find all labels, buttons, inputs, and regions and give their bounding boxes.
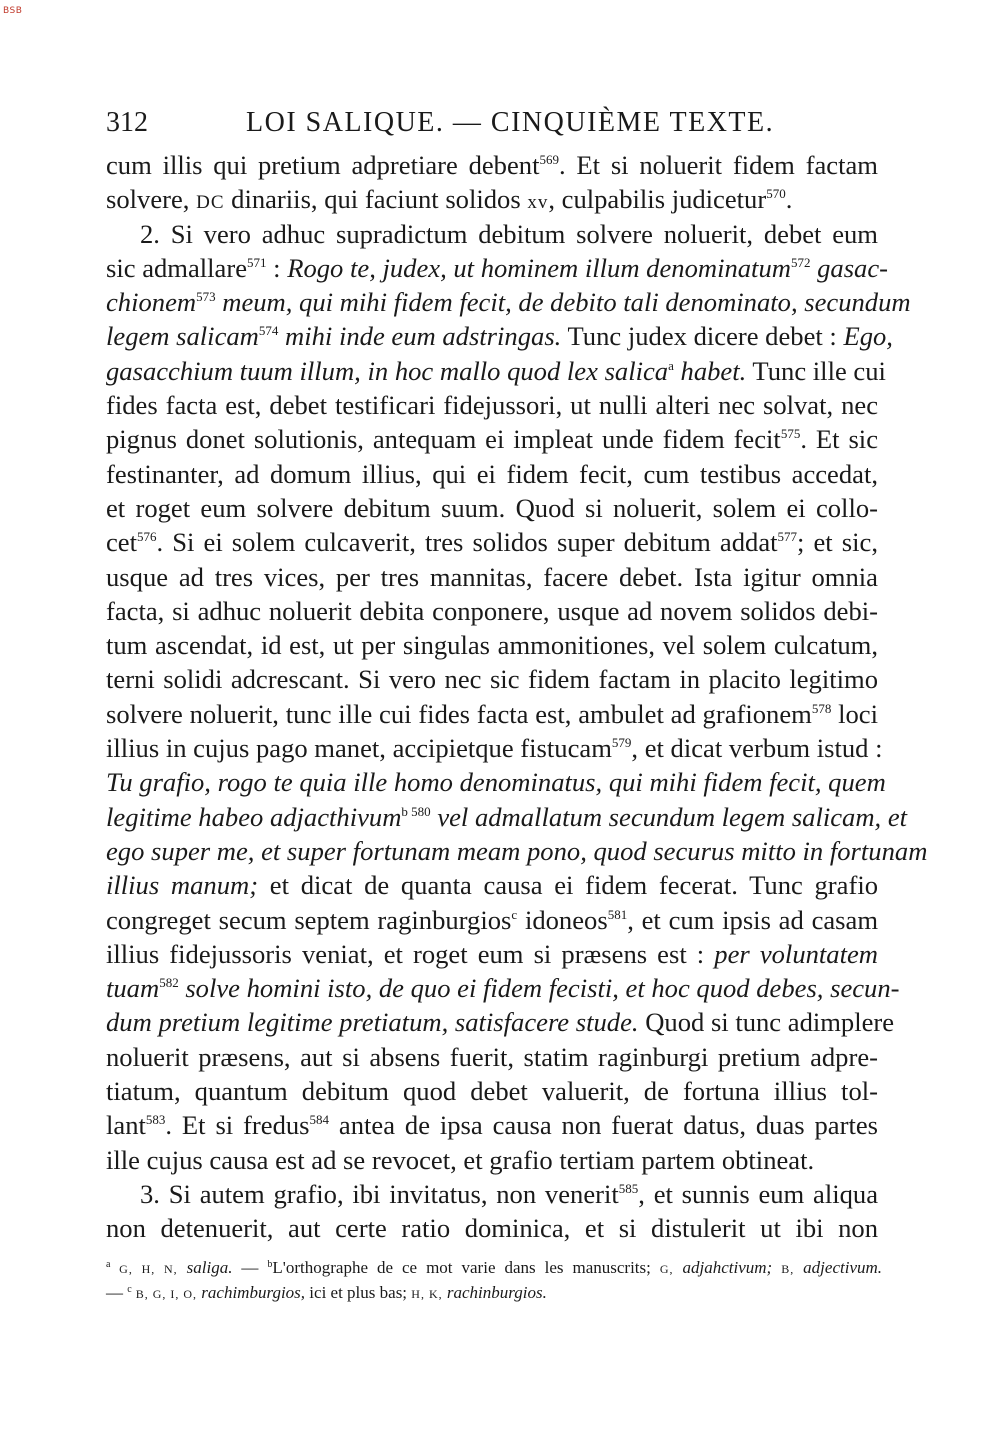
text-run: B, G, I, O, [131, 1287, 198, 1301]
text-run: illius in cujus pago manet, accipietque fistucam [106, 733, 612, 764]
text-run: cum illis qui pretium adpretiare debent [106, 150, 540, 180]
note-reference: 581 [607, 906, 628, 922]
note-reference: 578 [811, 700, 832, 716]
body-line [106, 1108, 878, 1142]
body-line [106, 971, 900, 1005]
text-run: Quod si tunc adimplere [638, 1007, 895, 1038]
note-reference: 579 [611, 735, 632, 751]
text-run: antea de ipsa causa non fuerat datus, duas partes [329, 1110, 878, 1141]
italic-text: gasacchium tuum illum, in hoc mallo quod lex salica [106, 355, 669, 386]
body-line [106, 560, 878, 594]
text-run: illius fidejussoris veniat, et roget eum si præsens est : [106, 938, 715, 969]
italic-text: gasac- [810, 252, 889, 283]
body-line [106, 525, 878, 559]
text-run: noluerit præsens, aut si absens fuerit, statim raginburgi pretium adpre- [106, 1041, 878, 1072]
text-run: ; et sic, [797, 527, 878, 558]
italic-text: rachimburgios, [197, 1283, 306, 1302]
italic-text: adjectivum. [794, 1258, 883, 1277]
note-reference: b [267, 1259, 273, 1270]
text-run: terni solidi adcrescant. Si vero nec sic fidem factam in placito legitimo [106, 664, 878, 695]
library-stamp: BSB [3, 6, 23, 16]
note-reference: 576 [137, 529, 157, 545]
note-reference: b 580 [401, 803, 431, 819]
text-run: B, [781, 1262, 795, 1276]
text-run: , et dicat verbum istud : [631, 733, 883, 764]
text-run: . Si ei solem culcaverit, tres solidos super debitum addat [156, 527, 778, 558]
italic-text: tuam [106, 973, 160, 1004]
text-run: . Et sic [800, 424, 878, 455]
note-reference: 574 [258, 323, 279, 339]
note-reference: 569 [539, 152, 559, 167]
italic-text: Ego, [843, 321, 893, 352]
italic-text: illius manum; [106, 870, 259, 901]
text-run: sic admallare [106, 252, 248, 283]
italic-text: Tu grafio, rogo te quia ille homo denominatus, qui mihi fidem fecit, quem [106, 767, 886, 798]
note-reference: c [127, 1284, 132, 1295]
italic-text: habet. [673, 355, 747, 386]
footnote-line [106, 1256, 882, 1281]
body-line [106, 834, 928, 868]
body-line [106, 1211, 878, 1245]
body-line [106, 937, 878, 971]
body-line [106, 765, 886, 799]
note-reference: 575 [780, 426, 801, 442]
italic-text: legitime habeo adjacthivum [106, 801, 402, 832]
body-line [106, 319, 893, 353]
body-line [106, 1177, 878, 1211]
italic-text: dum pretium legitime pretiatum, satisfacere stude. [106, 1007, 639, 1038]
body-text [106, 148, 928, 1246]
italic-text: per voluntatem [714, 938, 878, 969]
text-run: . Et si fredus [165, 1110, 310, 1141]
text-run: usque ad tres vices, per tres mannitas, facere debet. Ista igitur omnia [106, 561, 878, 592]
text-run: , et sunnis eum aliqua [638, 1178, 878, 1209]
body-line [106, 731, 883, 765]
italic-text: chionem [106, 287, 197, 318]
note-reference: 583 [145, 1112, 166, 1128]
text-run: lant [106, 1110, 146, 1141]
text-run: loci [831, 698, 878, 729]
italic-text: ego super me, et super fortunam meam pono, quod securus mitto in fortunam [106, 835, 928, 866]
body-line [106, 903, 878, 937]
text-run: cet [106, 527, 137, 558]
text-run: Tunc ille cui [746, 355, 886, 386]
text-run: solvere noluerit, tunc ille cui fides facta est, ambulet ad grafionem [106, 698, 812, 729]
text-run: fides facta est, debet testificari fidejussori, ut nulli alteri nec solvat, nec [106, 390, 878, 421]
footnote-line [106, 1281, 882, 1306]
text-run: L'orthographe de ce mot varie dans les manuscrits; [272, 1258, 660, 1277]
body-line [106, 148, 878, 182]
text-run: solvere, [106, 184, 197, 215]
body-line [106, 251, 889, 285]
note-reference: 572 [790, 254, 811, 270]
text-run: dinariis, qui faciunt solidos [224, 184, 528, 215]
body-line [106, 457, 878, 491]
italic-text: adjahctivum; [673, 1258, 773, 1277]
text-run: tiatum, quantum debitum quod debet valuerit, de fortuna illius tol- [106, 1076, 878, 1107]
text-run: congreget secum septem raginburgios [106, 904, 512, 935]
note-reference: a [668, 357, 674, 373]
body-line [106, 1040, 878, 1074]
body-line [106, 594, 878, 628]
text-run: : [266, 252, 288, 283]
text-run: ille cujus causa est ad se revocet, et grafio tertiam partem obtineat. [106, 1144, 815, 1175]
italic-text: Rogo te, judex, ut hominem illum denominatum [287, 252, 791, 283]
body-line [106, 1143, 878, 1177]
italic-text: rachinburgios. [442, 1283, 547, 1302]
text-run: festinanter, ad domum illius, qui ei fidem fecit, cum testibus accedat, [106, 458, 878, 489]
body-line [106, 868, 878, 902]
body-line [106, 697, 878, 731]
text-run: — [106, 1283, 128, 1302]
text-run: . Et si noluerit fidem factam [558, 150, 878, 180]
text-run: ici et plus bas; [305, 1283, 412, 1302]
body-line [106, 491, 878, 525]
text-run: facta, si adhuc noluerit debita conponere, usque ad novem solidos debi- [106, 595, 878, 626]
running-head: LOI SALIQUE. — CINQUIÈME TEXTE. [246, 107, 775, 138]
italic-text: vel admallatum secundum legem salicam, et [430, 801, 908, 832]
text-run: non detenuerit, aut certe ratio dominica, et si distulerit ut ibi non [106, 1213, 878, 1244]
note-reference: 582 [159, 975, 179, 991]
text-run: idoneos [517, 904, 608, 935]
body-line [106, 1005, 895, 1039]
text-run: xv [527, 192, 549, 214]
text-run: tum ascendat, id est, ut per singulas ammonitiones, vel solem culcatum, [106, 630, 878, 661]
body-line [106, 354, 886, 388]
italic-text: legem salicam [106, 321, 259, 352]
body-line [106, 388, 878, 422]
text-run: 3. Si autem grafio, ibi invitatus, non venerit [140, 1178, 619, 1209]
note-reference: 570 [766, 186, 786, 202]
page-number: 312 [106, 107, 148, 138]
text-run: , et cum ipsis ad casam [627, 904, 879, 935]
body-line [106, 1074, 878, 1108]
text-run: pignus donet solutionis, antequam ei impleat unde fidem fecit [106, 424, 781, 455]
note-reference: 573 [196, 289, 216, 305]
text-run [772, 1258, 781, 1277]
text-run: , culpabilis judicetur [548, 184, 767, 215]
text-run: G, H, N, [110, 1262, 178, 1276]
text-run: . [785, 184, 793, 215]
body-line [106, 662, 878, 696]
body-line [106, 285, 911, 319]
body-line [106, 422, 878, 456]
italic-text: mihi inde eum adstringas. [278, 321, 562, 352]
note-reference: c [511, 906, 518, 922]
note-reference: 571 [247, 254, 267, 270]
italic-text: solve homini isto, de quo ei fidem fecisti, et hoc quod debes, secun- [178, 973, 900, 1004]
body-line [106, 217, 878, 251]
text-run: G, [659, 1262, 674, 1276]
text-run: 2. Si vero adhuc supradictum debitum solvere noluerit, debet eum [140, 218, 878, 249]
note-reference: 584 [309, 1112, 330, 1128]
note-reference: a [106, 1259, 111, 1270]
body-line [106, 800, 908, 834]
footnotes [106, 1256, 882, 1306]
body-line [106, 628, 878, 662]
italic-text: meum, qui mihi fidem fecit, de debito tali denominato, secundum [215, 287, 911, 318]
text-run: et dicat de quanta causa ei fidem fecerat. Tunc grafio [258, 870, 878, 901]
text-run: Tunc judex dicere debet : [561, 321, 844, 352]
italic-text: saliga. [177, 1258, 233, 1277]
text-run: — [232, 1258, 268, 1277]
body-line [106, 182, 878, 216]
note-reference: 585 [618, 1180, 639, 1196]
text-run: DC [196, 192, 225, 214]
text-run: et roget eum solvere debitum suum. Quod si noluerit, solem ei collo- [106, 492, 878, 523]
note-reference: 577 [777, 529, 798, 545]
text-run: H, K, [411, 1287, 443, 1301]
